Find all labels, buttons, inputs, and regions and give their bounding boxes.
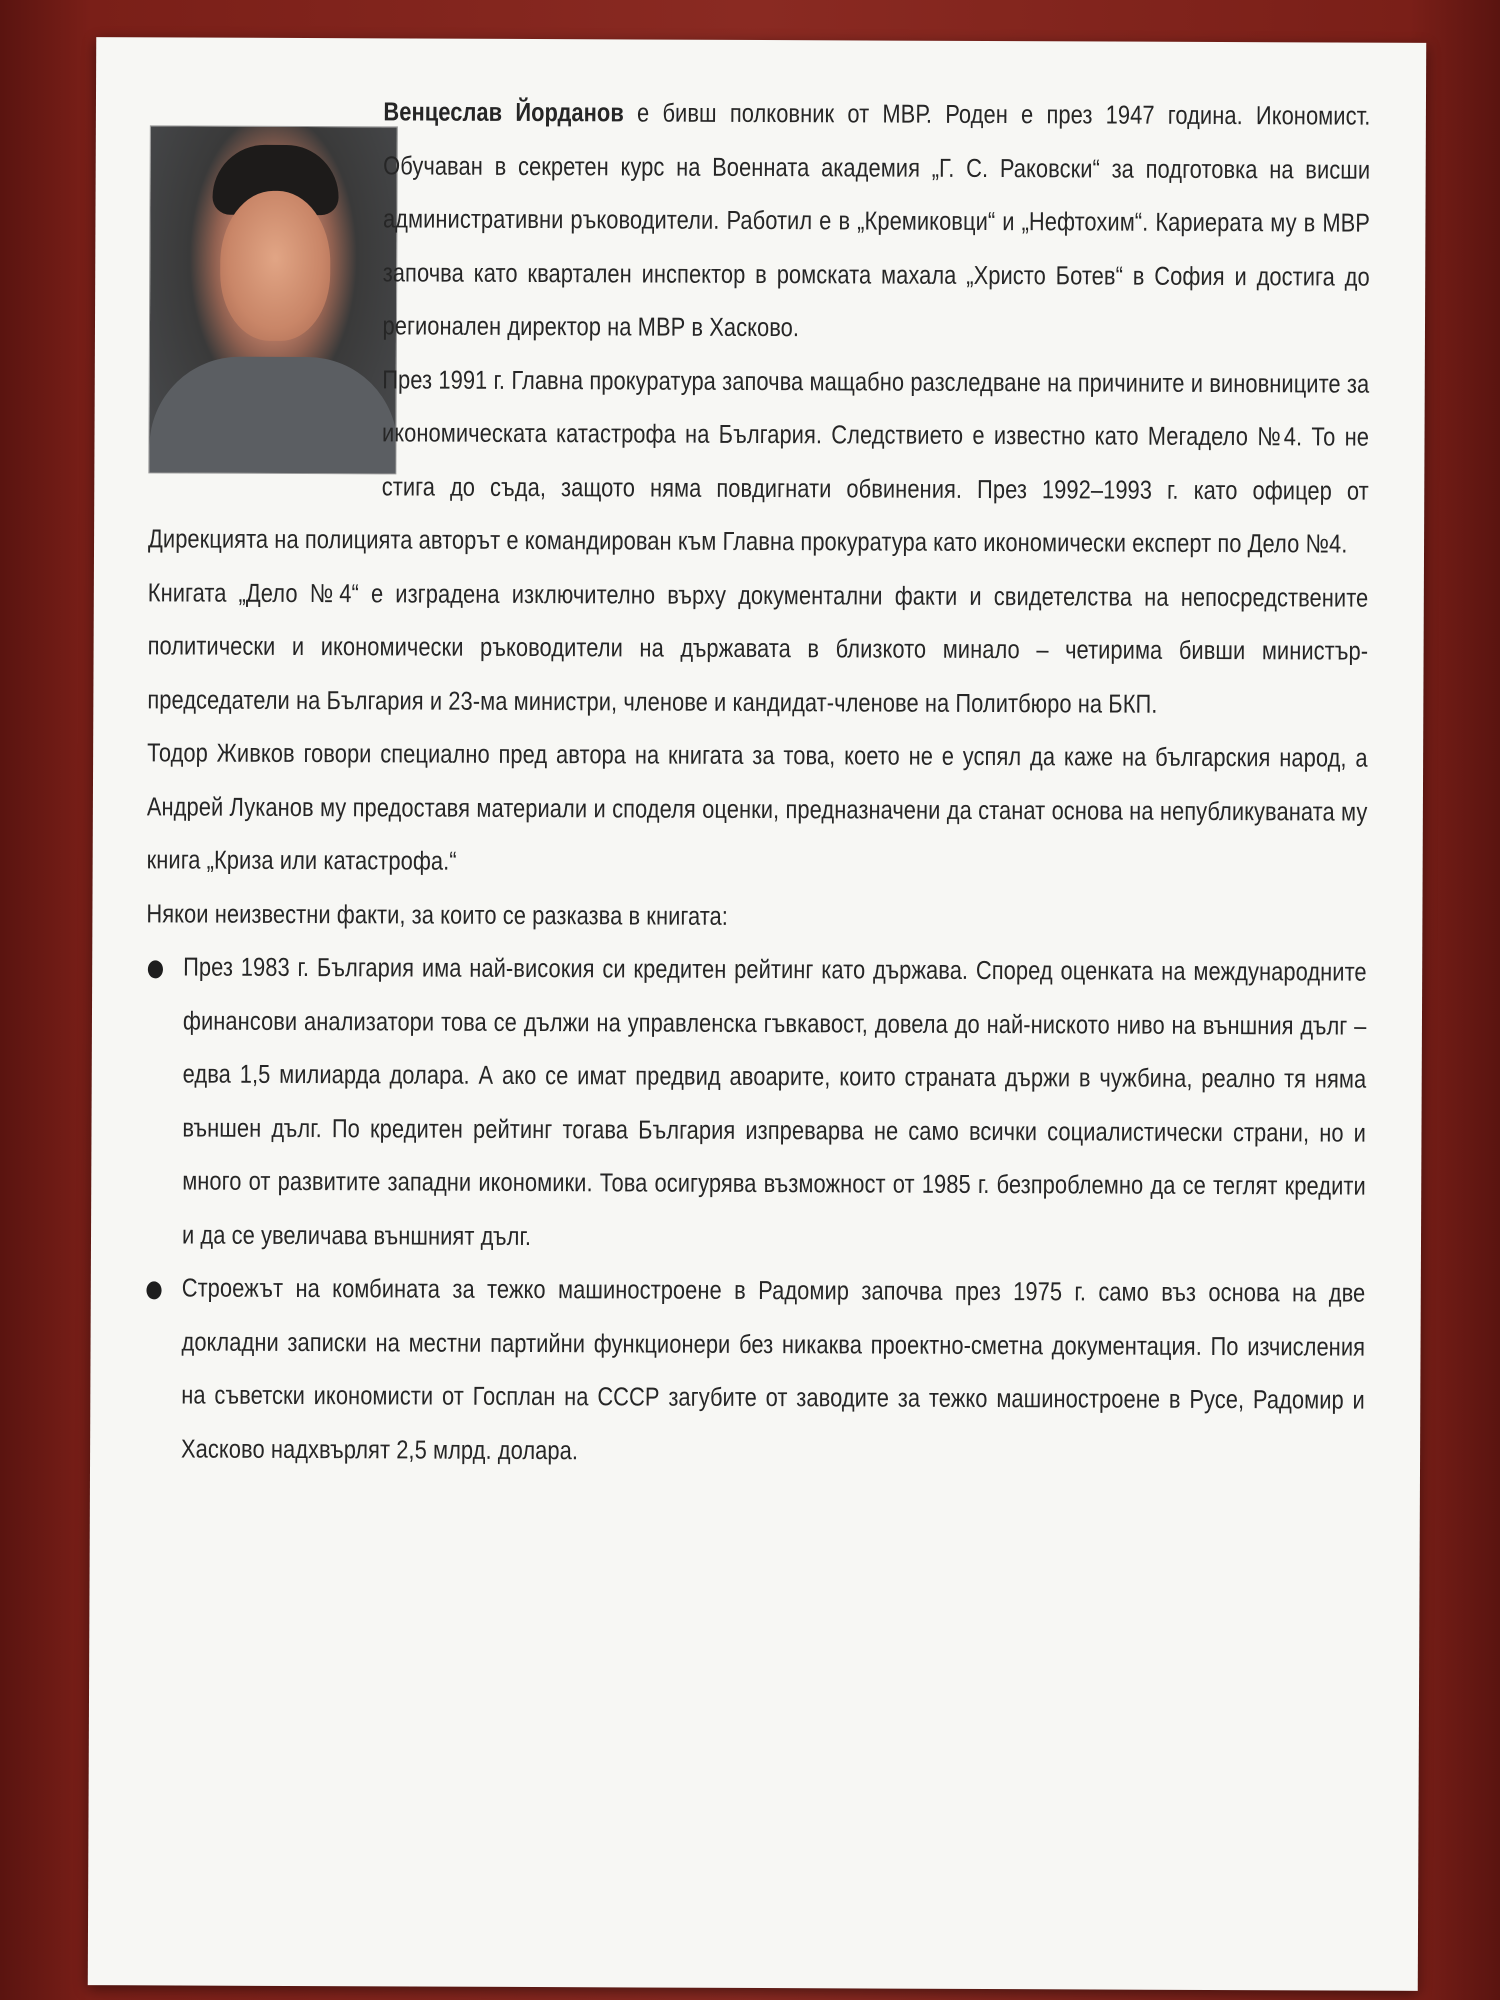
paragraph-book: Книгата „Дело №4“ е изградена изключително върху документални факти и свидетелства на непосредствените политически и икономически ръководители на държавата в близкото минало – четирима бивши министър-председатели на България и 23-ма министри, членове и кандидат-членове на Политбюро на БКП. <box>147 576 1369 719</box>
book-back-cover <box>88 37 1426 1991</box>
author-name: Венцеслав Йорданов <box>383 96 624 128</box>
bullet-icon <box>148 960 163 978</box>
fact-text: През 1983 г. България има най-високия си кредитен рейтинг като държава. Според оценката на международните финансови анализатори това се дължи на управленска гъвкавост, довела до най-ниското ниво на външния дълг – едва 1,5 милиарда долара. А ако се имат предвид авоарите, които страната държи в чужбина, реално тя няма външен дълг. По кредитен рейтинг тогава България изпреварва не само всички социалистически страни, но и много от развитите западни икономики. Това осигурява възможност от 1985 г. безпроблемно да се теглят кредити и да се увеличава външният дълг. <box>181 951 1367 1251</box>
paragraph-investigation: През 1991 г. Главна прокуратура започва мащабно разследване на причините и виновниците за икономическата катастрофа на България. Следствието е известно като Мегадело №4. То не стига до съда, защото няма повдигнати обвинения. През 1992–1993 г. като офицер от Дирекцията на полицията авторът е командирован към Главна прокуратура като икономически експерт по Дело №4. <box>148 363 1370 559</box>
fact-text: Строежът на комбината за тежко машиностроене в Радомир започва през 1975 г. само въз основа на две докладни записки на местни партийни функционери без никаква проектно-сметна документация. По изчисления на съветски икономисти от Госплан на СССР загубите от заводите за тежко машиностроене в Русе, Радомир и Хасково надхвърлят 2,5 млрд. долара. <box>180 1272 1366 1465</box>
facts-list <box>144 940 1367 1480</box>
bullet-icon <box>146 1281 161 1299</box>
paragraph-zhivkov: Тодор Живков говори специално пред автора на книгата за това, което не е успял да каже на българския народ, а Андрей Луканов му предоставя материали и споделя оценки, предназначени да станат основа на непубликуваната му книга „Криза или катастрофа.“ <box>146 737 1368 876</box>
paragraph-facts-intro: Някои неизвестни факти, за които се разказва в книгата: <box>146 897 729 931</box>
author-bio-text: е бивш полковник от МВР. Роден е през 1947 година. Икономист. Обучаван в секретен курс на Военната академия „Г. С. Раковски“ за подготовка на висши административни ръководители. Работил е в „Кремиковци“ и „Нефтохим“. Кариерата му в МВР започва като квартален инспектор в ромската махала „Христо Ботев“ в София и достига до регионален директор на МВР в Хасково. <box>382 97 1371 343</box>
cover-text <box>144 81 1371 1480</box>
list-item <box>144 1261 1365 1480</box>
list-item <box>145 940 1367 1266</box>
author-bio <box>149 81 1371 357</box>
